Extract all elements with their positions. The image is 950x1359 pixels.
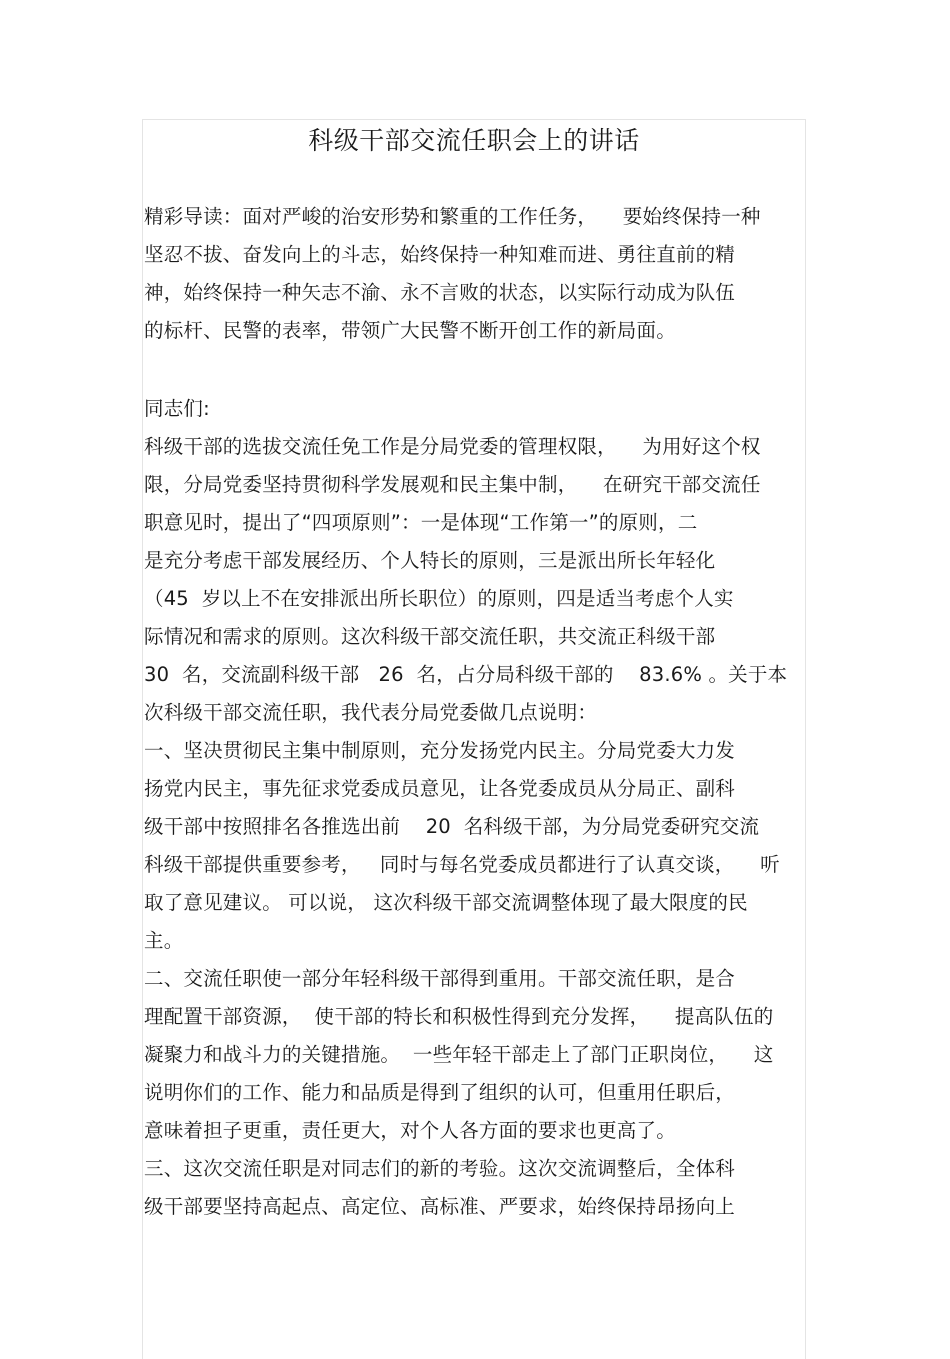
text-line: 说明你们的工作、能力和品质是得到了组织的认可，但重用任职后，	[144, 1081, 736, 1104]
text-line: 意味着担子更重，责任更大，对个人各方面的要求也更高了。	[144, 1119, 676, 1142]
text-line: 二、交流任职使一部分年轻科级干部得到重用。干部交流任职，是合	[144, 967, 736, 990]
text-line: 的标杆、民警的表率，带领广大民警不断开创工作的新局面。	[144, 319, 676, 342]
text-line: 取了意见建议。 可以说， 这次科级干部交流调整体现了最大限度的民	[144, 891, 748, 914]
text-line: 科级干部提供重要参考， 同时与每名党委成员都进行了认真交谈， 听	[144, 853, 780, 876]
text-line: 是充分考虑干部发展经历、个人特长的原则，三是派出所长年轻化	[144, 549, 716, 572]
text-line: 扬党内民主，事先征求党委成员意见，让各党委成员从分局正、副科	[144, 777, 736, 800]
text-line: 凝聚力和战斗力的关键措施。 一些年轻干部走上了部门正职岗位， 这	[144, 1043, 774, 1066]
text-line: 级干部要坚持高起点、高定位、高标准、严要求，始终保持昂扬向上	[144, 1195, 736, 1218]
text-line: 限，分局党委坚持贯彻科学发展观和民主集中制， 在研究干部交流任	[144, 473, 761, 496]
text-line: 职意见时，提出了“四项原则”：一是体现“工作第一”的原则，二	[144, 511, 698, 534]
text-line: 三、这次交流任职是对同志们的新的考验。这次交流调整后，全体科	[144, 1157, 736, 1180]
text-line: （45 岁以上不在安排派出所长职位）的原则，四是适当考虑个人实	[144, 587, 734, 610]
text-line: 坚忍不拔、奋发向上的斗志，始终保持一种知难而进、勇往直前的精	[144, 243, 736, 266]
salutation: 同志们:	[144, 397, 210, 420]
text-line: 际情况和需求的原则。这次科级干部交流任职，共交流正科级干部	[144, 625, 716, 648]
text-line: 主。	[144, 929, 184, 952]
document-title: 科级干部交流任职会上的讲话	[308, 126, 640, 155]
text-line: 级干部中按照排名各推选出前 20 名科级干部，为分局党委研究交流	[144, 815, 760, 838]
text-line: 一、坚决贯彻民主集中制原则，充分发扬党内民主。分局党委大力发	[144, 739, 736, 762]
text-line: 理配置干部资源， 使干部的特长和积极性得到充分发挥， 提高队伍的	[144, 1005, 774, 1028]
text-line: 神，始终保持一种矢志不渝、永不言败的状态，以实际行动成为队伍	[144, 281, 736, 304]
text-line: 科级干部的选拔交流任免工作是分局党委的管理权限， 为用好这个权	[144, 435, 761, 458]
text-line: 次科级干部交流任职，我代表分局党委做几点说明：	[144, 701, 598, 724]
text-line: 精彩导读：面对严峻的治安形势和繁重的工作任务， 要始终保持一种	[144, 205, 761, 228]
text-line: 30 名，交流副科级干部 26 名，占分局科级干部的 83.6% 。关于本	[144, 663, 788, 686]
